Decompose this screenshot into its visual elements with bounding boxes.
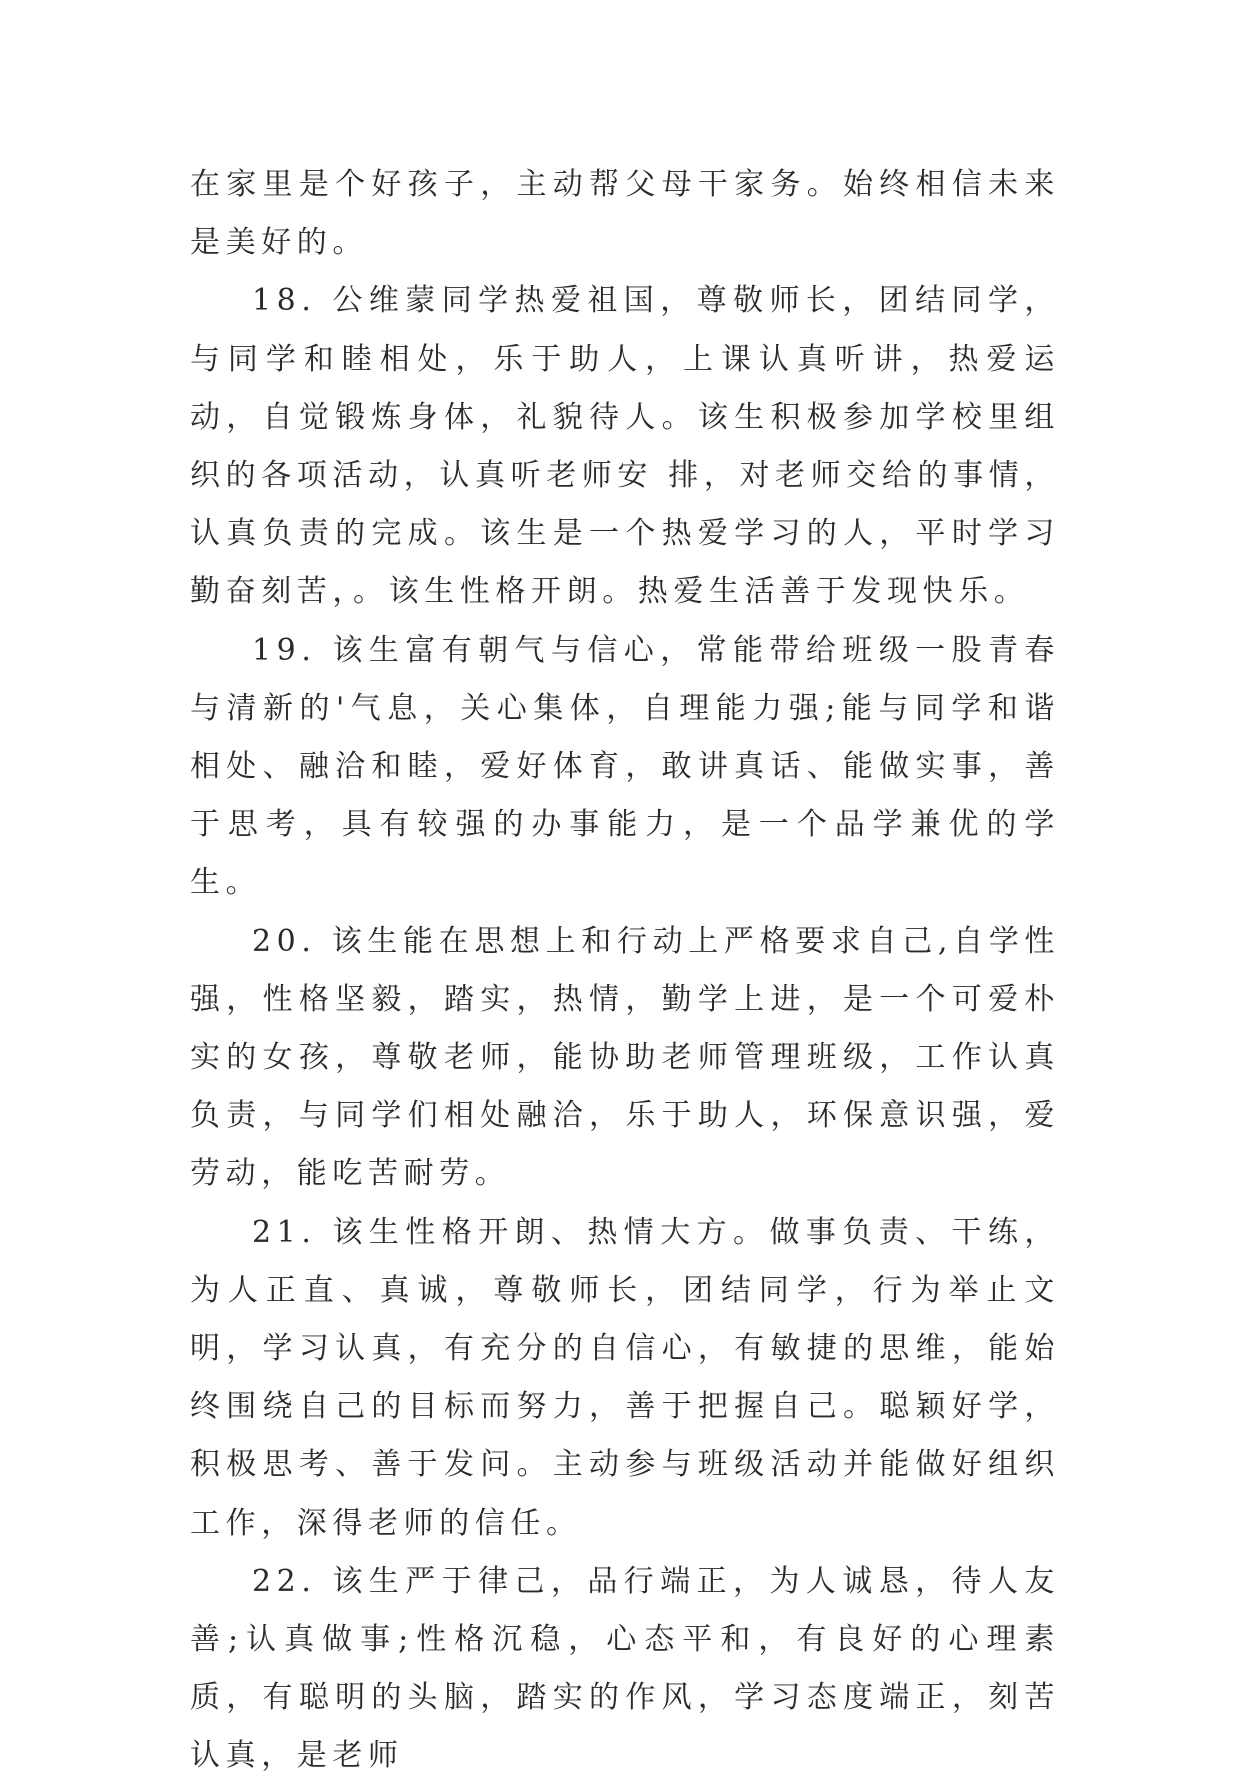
paragraph-item-20: 20. 该生能在思想上和行动上严格要求自己,自学性强，性格坚毅，踏实，热情，勤学上进，是一个可爱朴实的女孩，尊敬老师，能协助老师管理班级，工作认真负责，与同学们相处融洽，乐于助人，环保意识强，爱劳动，能吃苦耐劳。 [190,923,1060,1192]
paragraph-item-19: 19. 该生富有朝气与信心，常能带给班级一股青春与清新的'气息，关心集体，自理能力强;能与同学和谐相处、融洽和睦，爱好体育，敢讲真话、能做实事，善于思考，具有较强的办事能力，是一个品学兼优的学生。 [190,632,1060,901]
paragraph-continuation: 在家里是个好孩子，主动帮父母干家务。始终相信未来是美好的。 [190,167,1060,261]
paragraph-item-18: 18. 公维蒙同学热爱祖国，尊敬师长，团结同学，与同学和睦相处，乐于助人，上课认真听讲，热爱运动，自觉锻炼身体，礼貌待人。该生积极参加学校里组织的各项活动，认真听老师安 排，对老师交给的事情，认真负责的完成。该生是一个热爱学习的人，平时学习勤奋刻苦，。该生性格开朗。热爱生活善于发现快乐。 [190,283,1060,610]
paragraph-item-21: 21. 该生性格开朗、热情大方。做事负责、干练，为人正直、真诚，尊敬师长，团结同学，行为举止文明，学习认真，有充分的自信心，有敏捷的思维，能始终围绕自己的目标而努力，善于把握自己。聪颖好学，积极思考、善于发问。主动参与班级活动并能做好组织工作，深得老师的信任。 [190,1214,1060,1541]
document-body [190,156,1060,1786]
paragraph-item-22: 22. 该生严于律己，品行端正，为人诚恳，待人友善;认真做事;性格沉稳，心态平和，有良好的心理素质，有聪明的头脑，踏实的作风，学习态度端正，刻苦认真，是老师 [190,1563,1060,1774]
